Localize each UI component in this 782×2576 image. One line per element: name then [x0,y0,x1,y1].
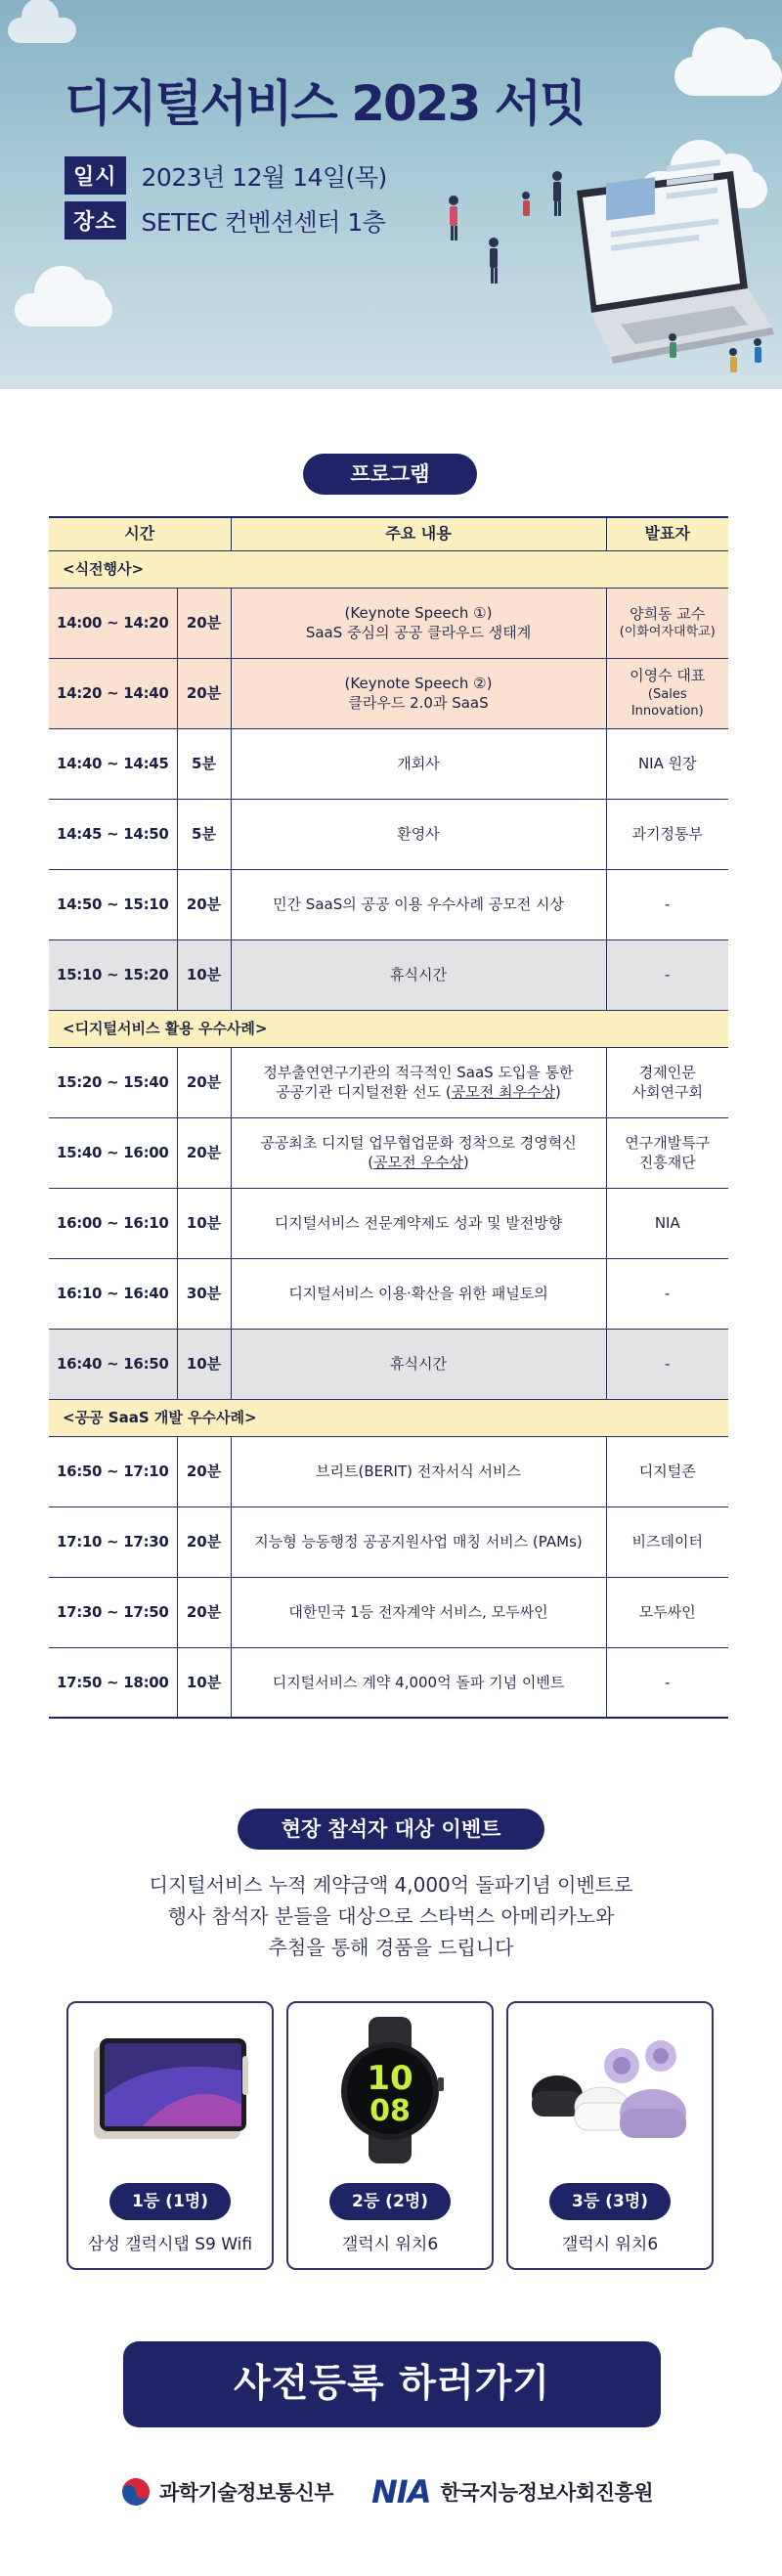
row-content-line: (Keynote Speech ②) [344,674,493,692]
row-presenter-line: 사회연구회 [631,1083,703,1101]
row-duration: 20분 [177,658,231,728]
row-content [231,1047,606,1117]
header-time: 시간 [49,517,231,550]
place-tag: 장소 [65,201,126,240]
table-header-row [49,517,728,550]
row-content [231,1436,606,1506]
row-presenter [606,939,728,1010]
row-content-line: SaaS 중심의 공공 클라우드 생태계 [305,624,532,641]
row-duration: 20분 [177,1506,231,1577]
row-content-text: ( [368,1154,374,1171]
row-content-line [236,1082,602,1102]
row-content [231,1117,606,1188]
row-content [231,588,606,658]
row-presenter [606,1329,728,1399]
nia-logo-text: NIA [371,2473,431,2511]
row-content-line: 개회사 [397,754,440,772]
row-time: 14:20 ~ 14:40 [49,658,177,728]
row-duration: 30분 [177,1258,231,1329]
header-presenter: 발표자 [606,517,728,550]
prize-rank-2: 2등 (2명) [329,2183,451,2220]
program-label: 프로그램 [303,454,477,495]
table-row [49,1436,728,1506]
table-row [49,658,728,728]
row-presenter-line: - [665,1354,671,1373]
taegeuk-emblem-icon [120,2476,152,2508]
row-presenter [606,1506,728,1577]
nia-name: 한국지능정보사회진흥원 [440,2481,654,2505]
table-row [49,1329,728,1399]
footer-logos [0,2467,782,2516]
section-header-row [49,1399,728,1436]
prize-rank-3: 3등 (3명) [549,2183,671,2220]
row-presenter [606,588,728,658]
svg-text:08: 08 [369,2094,411,2128]
row-time: 15:20 ~ 15:40 [49,1047,177,1117]
row-time: 14:00 ~ 14:20 [49,588,177,658]
place-value: SETEC 컨벤션센터 1층 [141,207,386,237]
cloud-decoration [15,293,112,327]
table-row [49,588,728,658]
section-header-row [49,1010,728,1047]
date-value: 2023년 12월 14일(목) [141,162,387,192]
row-content-text: ) [554,1083,561,1101]
row-content-line: 휴식시간 [390,965,447,983]
row-presenter [606,728,728,799]
row-duration: 20분 [177,1117,231,1188]
prize-name-1: 삼성 갤럭시탭 S9 Wifi [87,2235,253,2254]
row-presenter [606,799,728,869]
table-row [49,1117,728,1188]
row-time: 16:00 ~ 16:10 [49,1188,177,1258]
row-presenter [606,1117,728,1188]
row-content [231,658,606,728]
row-presenter-line: 이영수 대표 [630,667,706,685]
row-presenter-line: (Sales Innovation) [630,686,704,720]
prize-card-2 [286,2001,494,2270]
row-content-line: 클라우드 2.0과 SaaS [348,694,489,712]
date-tag: 일시 [65,156,126,195]
row-time: 17:10 ~ 17:30 [49,1506,177,1577]
row-presenter-line: - [665,965,671,983]
row-time: 14:45 ~ 14:50 [49,799,177,869]
row-content [231,869,606,939]
schedule-body [49,550,728,1718]
row-duration: 10분 [177,1647,231,1718]
table-row [49,939,728,1010]
row-content [231,728,606,799]
row-presenter [606,869,728,939]
row-presenter-line: - [665,895,671,913]
award-label: 공모전 우수상 [373,1154,463,1171]
section-title: <식전행사> [49,550,728,588]
row-time: 15:10 ~ 15:20 [49,939,177,1010]
row-time: 16:10 ~ 16:40 [49,1258,177,1329]
row-content-line: 디지털서비스 계약 4,000억 돌파 기념 이벤트 [272,1673,565,1691]
row-content-line: 디지털서비스 이용·확산을 위한 패널토의 [288,1284,548,1302]
row-presenter-line: 양희동 교수 [630,605,706,624]
section-title: <디지털서비스 활용 우수사례> [49,1010,728,1047]
smartwatch-icon [304,2017,476,2163]
row-content-line: (Keynote Speech ①) [344,603,493,622]
row-duration: 5분 [177,728,231,799]
row-duration: 10분 [177,939,231,1010]
tablet-icon [84,2017,256,2163]
nia-logo [371,2467,653,2516]
award-label: 공모전 최우수상 [451,1083,555,1101]
row-content [231,799,606,869]
row-presenter-line: (이화여자대학교) [619,625,716,640]
row-presenter [606,1188,728,1258]
prize-card-1 [66,2001,274,2270]
cloud-decoration [674,57,782,96]
section-header-row [49,550,728,588]
row-time: 14:40 ~ 14:45 [49,728,177,799]
table-row [49,1258,728,1329]
table-row [49,1577,728,1647]
table-row [49,728,728,799]
row-content-line: 공공최초 디지털 업무협업문화 정착으로 경영혁신 [260,1133,577,1152]
row-time: 15:40 ~ 16:00 [49,1117,177,1188]
prize-name-2: 갤럭시 워치6 [341,2235,439,2254]
row-presenter [606,1577,728,1647]
event-description-line: 행사 참석자 분들을 대상으로 스타벅스 아메리카노와 [167,1904,615,1928]
row-presenter-line: 비즈데이터 [631,1532,703,1550]
row-duration: 20분 [177,1436,231,1506]
row-presenter-line: NIA [654,1213,680,1232]
row-content-text: ) [462,1154,469,1171]
row-presenter-line: 디지털존 [638,1462,696,1480]
row-time: 16:50 ~ 17:10 [49,1436,177,1506]
msit-logo [120,2467,333,2516]
row-duration: 20분 [177,1577,231,1647]
row-content-text: 공공기관 디지털전환 선도 ( [276,1083,452,1101]
row-presenter [606,658,728,728]
row-time: 17:30 ~ 17:50 [49,1577,177,1647]
table-row [49,1047,728,1117]
row-content-line: 정부출연연구기관의 적극적인 SaaS 도입을 통한 [263,1063,574,1081]
row-time: 14:50 ~ 15:10 [49,869,177,939]
table-row [49,799,728,869]
row-content [231,1258,606,1329]
prize-name-3: 갤럭시 워치6 [561,2235,659,2254]
row-duration: 10분 [177,1329,231,1399]
msit-name: 과학기술정보통신부 [159,2481,334,2505]
row-content [231,1577,606,1647]
row-time: 16:40 ~ 16:50 [49,1329,177,1399]
table-row [49,1188,728,1258]
row-content-line: 브리트(BERIT) 전자서식 서비스 [316,1462,521,1480]
row-presenter-line: NIA 원장 [637,754,697,772]
event-title: 디지털서비스 2023 서밋 [65,75,586,132]
row-duration: 20분 [177,1047,231,1117]
row-presenter-line: 모두싸인 [638,1602,696,1621]
row-presenter-line: 연구개발특구 [625,1133,711,1152]
row-presenter-line: - [665,1673,671,1691]
row-duration: 20분 [177,588,231,658]
prize-rank-1: 1등 (1명) [109,2183,231,2220]
program-schedule-table [49,516,728,1719]
table-row [49,1506,728,1577]
row-presenter [606,1047,728,1117]
svg-text:10: 10 [367,2059,413,2098]
row-presenter [606,1647,728,1718]
row-content-line [236,1153,602,1172]
prize-card-3 [506,2001,714,2270]
row-content-line: 디지털서비스 전문계약제도 성과 및 발전방향 [274,1213,563,1232]
row-presenter-line: - [665,1284,671,1302]
row-presenter-line: 경제인문 [638,1063,696,1081]
date-row [65,156,387,195]
laptop-people-illustration [411,147,782,389]
row-presenter [606,1258,728,1329]
row-content-line: 지능형 능동행정 공공지원사업 매칭 서비스 (PAMs) [254,1532,583,1550]
row-duration: 10분 [177,1188,231,1258]
earbuds-icon [524,2017,696,2163]
row-content [231,1506,606,1577]
row-presenter [606,1436,728,1506]
header-content: 주요 내용 [231,517,606,550]
event-description-line: 추첨을 통해 경품을 드립니다 [268,1936,514,1959]
row-time: 17:50 ~ 18:00 [49,1647,177,1718]
row-content-line: 민간 SaaS의 공공 이용 우수사례 공모전 시상 [273,895,564,913]
row-content [231,1329,606,1399]
row-content-line: 휴식시간 [390,1354,447,1373]
table-row [49,869,728,939]
pre-registration-button[interactable]: 사전등록 하러가기 [123,2341,661,2427]
row-content [231,1188,606,1258]
row-content-line: 환영사 [397,824,440,843]
row-duration: 5분 [177,799,231,869]
event-description-line: 디지털서비스 누적 계약금액 4,000억 돌파기념 이벤트로 [149,1873,633,1897]
row-presenter-line: 과기정통부 [631,824,703,843]
section-title: <공공 SaaS 개발 우수사례> [49,1399,728,1436]
table-row [49,1647,728,1718]
event-description [98,1869,684,1963]
row-presenter-line: 진흥재단 [638,1154,696,1171]
event-label: 현장 참석자 대상 이벤트 [238,1809,544,1850]
row-duration: 20분 [177,869,231,939]
hero-banner [0,0,782,389]
row-content [231,1647,606,1718]
cloud-decoration [8,18,76,43]
row-content-line: 대한민국 1등 전자계약 서비스, 모두싸인 [288,1602,548,1621]
row-content [231,939,606,1010]
place-row [65,201,385,240]
